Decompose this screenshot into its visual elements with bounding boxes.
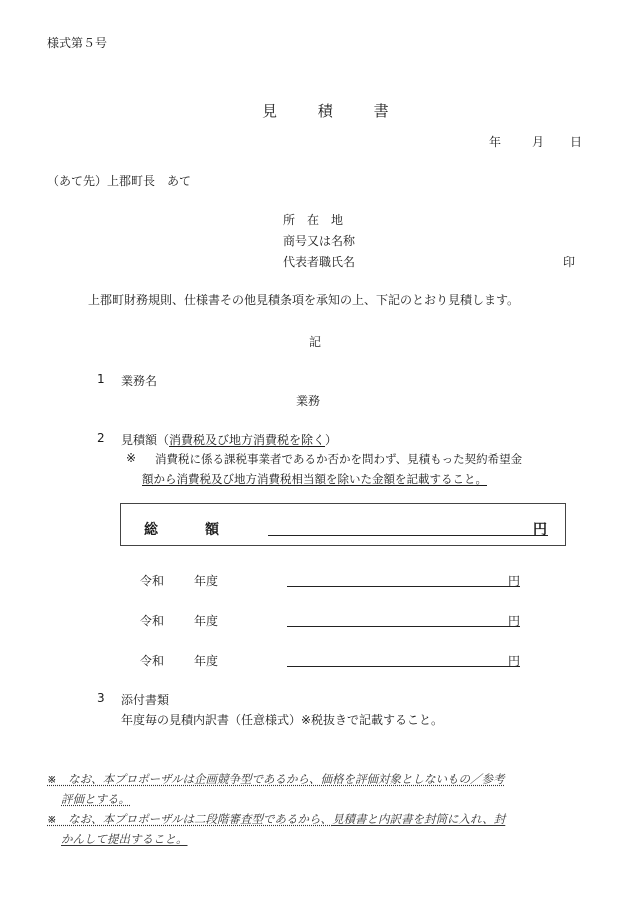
year-row-2-amount-line[interactable] <box>287 626 520 627</box>
item2-label-prefix: 見積額（ <box>121 433 170 447</box>
item3-number: 3 <box>97 691 105 705</box>
sender-address-label: 所 在 地 <box>283 213 344 227</box>
total-label-1: 総 <box>144 522 158 538</box>
document-title <box>262 100 389 121</box>
item3-detail: 年度毎の見積内訳書（任意様式）※税抜きで記載すること。 <box>121 713 444 727</box>
year-row-1-era: 令和 <box>140 574 165 588</box>
year-row-1-amount-line[interactable] <box>287 586 520 587</box>
year-row-3-amount-line[interactable] <box>287 666 520 667</box>
item2-note-line2 <box>142 471 487 487</box>
year-row-1-fy: 年度 <box>194 574 219 588</box>
item1-number: 1 <box>97 372 105 386</box>
footnote-2-line1-underlined: 見積書と内訳書を封筒に入れ、封 <box>332 812 506 826</box>
total-label-2: 額 <box>205 522 219 538</box>
seal-mark: 印 <box>563 255 576 269</box>
year-row-2-unit: 円 <box>508 614 521 628</box>
year-row-1-unit: 円 <box>508 574 521 588</box>
total-amount-line[interactable] <box>268 535 548 536</box>
ki-heading: 記 <box>309 335 322 349</box>
year-row-2-fy: 年度 <box>194 614 219 628</box>
item2-note-mark: ※ <box>126 451 137 465</box>
total-unit: 円 <box>533 522 547 538</box>
year-row-3-era: 令和 <box>140 654 165 668</box>
item1-value: 業務 <box>296 394 321 408</box>
form-number: 様式第５号 <box>47 36 108 50</box>
title-char-1: 見 <box>262 102 278 120</box>
intro-text: 上郡町財務規則、仕様書その他見積条項を承知の上、下記のとおり見積します。 <box>88 293 520 307</box>
item3-label: 添付書類 <box>121 693 170 707</box>
footnote-1-line1-text: ※ なお、本プロポーザルは企画競争型であるから、価格を評価対象としないもの／参考 <box>47 772 505 786</box>
date-month: 月 <box>532 135 545 149</box>
item1-label: 業務名 <box>121 374 158 388</box>
footnote-1-line2 <box>61 791 130 807</box>
footnote-2-line1-text: ※ なお、本プロポーザルは二段階審査型であるから、 <box>47 812 333 826</box>
sender-company-label: 商号又は名称 <box>283 234 356 248</box>
footnote-2-line2 <box>61 831 188 847</box>
footnote-2-line1 <box>47 811 505 827</box>
footnote-1-line1 <box>47 771 505 787</box>
title-char-2: 積 <box>317 102 333 120</box>
addressee: （あて先）上郡町長 あて <box>47 174 192 188</box>
item2-label-underlined: 消費税及び地方消費税を除く <box>169 433 326 447</box>
footnote-1-line2-text: 評価とする。 <box>61 792 130 806</box>
sender-rep-label: 代表者職氏名 <box>283 255 356 269</box>
year-row-2-era: 令和 <box>140 614 165 628</box>
item2-label <box>121 431 337 448</box>
footnote-2-line2-text: かんして提出すること。 <box>61 832 188 846</box>
item2-label-suffix: ） <box>325 433 338 447</box>
date-day: 日 <box>570 135 583 149</box>
year-row-3-fy: 年度 <box>194 654 219 668</box>
date-year: 年 <box>489 135 502 149</box>
total-amount-box <box>120 503 566 546</box>
title-char-3: 書 <box>373 102 389 120</box>
item2-note-line2-text: 額から消費税及び地方消費税相当額を除いた金額を記載すること。 <box>142 472 487 486</box>
item2-number: 2 <box>97 431 105 445</box>
year-row-3-unit: 円 <box>508 654 521 668</box>
item2-note-line1: 消費税に係る課税事業者であるか否かを問わず、見積もった契約希望金 <box>155 452 523 466</box>
